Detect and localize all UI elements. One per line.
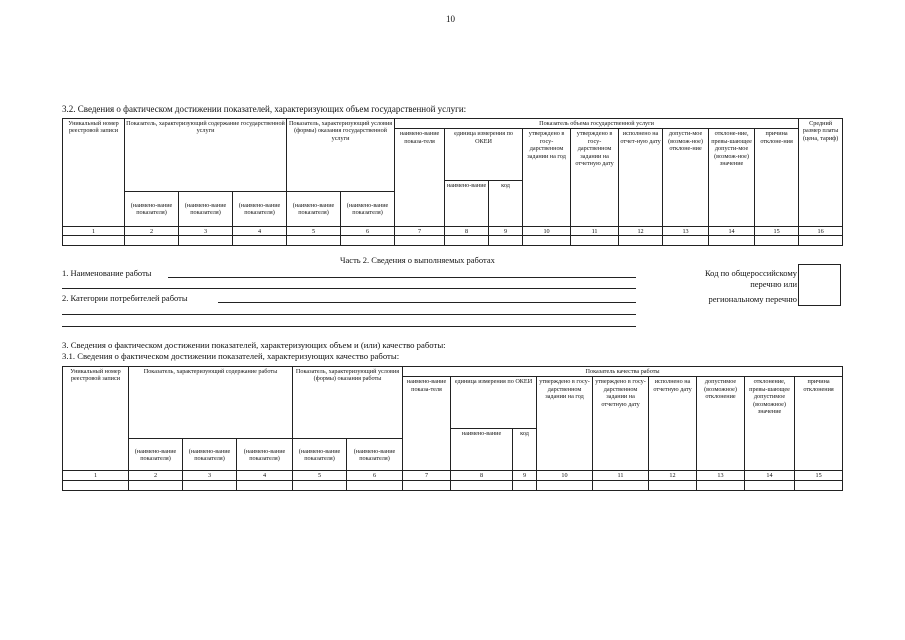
data-cell[interactable] [445, 236, 489, 246]
col-unit-okei: единица измерения по ОКЕИ [451, 377, 537, 429]
col-executed: исполнено на отчетную дату [649, 377, 697, 471]
service-volume-table [62, 118, 843, 246]
data-cell[interactable] [593, 481, 649, 491]
column-number: 1 [63, 227, 125, 236]
column-number: 9 [513, 471, 537, 481]
column-number: 7 [395, 227, 445, 236]
data-cell[interactable] [709, 236, 755, 246]
col-excess-deviation: отклонение, превы-шающее допустимое (возможное) значение [745, 377, 795, 471]
data-cell[interactable] [571, 236, 619, 246]
data-cell[interactable] [537, 481, 593, 491]
column-number: 1 [63, 471, 129, 481]
column-number: 12 [619, 227, 663, 236]
column-number: 14 [709, 227, 755, 236]
data-cell[interactable] [347, 481, 403, 491]
column-number: 13 [663, 227, 709, 236]
sub-indicator-name: (наимено-вание показателя) [347, 439, 403, 471]
code-label-line-1: Код по общероссийскому [704, 268, 797, 278]
col-indicator-name: наимено-вание показа-теля [395, 129, 445, 227]
data-cell[interactable] [395, 236, 445, 246]
column-number: 5 [287, 227, 341, 236]
data-cell[interactable] [451, 481, 513, 491]
col-approved-date: утверждено в госу-дарственном задании на отчетную дату [571, 129, 619, 227]
registry-code-box[interactable] [798, 264, 841, 306]
code-label-line-3: региональному перечню [708, 294, 797, 304]
section-3-2-heading: 3.2. Сведения о фактическом достижении показателей, характеризующих объем государственной услуги: [62, 104, 467, 114]
section-3-heading: 3. Сведения о фактическом достижении показателей, характеризующих объем и (или) качество работы: [62, 340, 446, 350]
sub-indicator-name: (наимено-вание показателя) [125, 192, 179, 227]
col-indicator-name: наимено-вание показа-теля [403, 377, 451, 471]
column-number: 2 [129, 471, 183, 481]
work-name-field-line-2[interactable] [62, 288, 636, 289]
column-number: 14 [745, 471, 795, 481]
data-cell[interactable] [233, 236, 287, 246]
col-executed: исполнено на отчет-ную дату [619, 129, 663, 227]
data-cell[interactable] [649, 481, 697, 491]
data-cell[interactable] [183, 481, 237, 491]
column-number: 15 [755, 227, 799, 236]
column-number: 13 [697, 471, 745, 481]
sub-indicator-name: (наимено-вание показателя) [233, 192, 287, 227]
sub-indicator-name: (наимено-вание показателя) [341, 192, 395, 227]
table-row [63, 481, 843, 491]
work-name-field[interactable] [168, 277, 636, 278]
column-number: 16 [799, 227, 843, 236]
categories-field-line-2[interactable] [62, 314, 636, 315]
column-number: 6 [341, 227, 395, 236]
table-row [63, 236, 843, 246]
col-excess-deviation: отклоне-ние, превы-шающее допусти-мое (возмож-ное) значение [709, 129, 755, 227]
data-cell[interactable] [341, 236, 395, 246]
section-3-1-heading: 3.1. Сведения о фактическом достижении показателей, характеризующих качество работы: [62, 351, 400, 361]
col-approved-date: утверждено в госу-дарственном задании на отчетную дату [593, 377, 649, 471]
page-number: 10 [446, 14, 455, 24]
column-number: 15 [795, 471, 843, 481]
col-approved-year: утверждено в госу-дарственном задании на год [523, 129, 571, 227]
col-deviation-reason: причина отклоне-ния [755, 129, 799, 227]
col-approved-year: утверждено в госу-дарственном задании на год [537, 377, 593, 471]
column-number: 9 [489, 227, 523, 236]
data-cell[interactable] [287, 236, 341, 246]
column-number: 11 [593, 471, 649, 481]
data-cell[interactable] [513, 481, 537, 491]
data-cell[interactable] [125, 236, 179, 246]
col-unique-number: Уникальный номер реестровой записи [63, 367, 129, 471]
data-cell[interactable] [523, 236, 571, 246]
column-number-row [63, 227, 843, 236]
sub-indicator-name: (наимено-вание показателя) [183, 439, 237, 471]
col-allowed-deviation: допустимое (возможное) отклонение [697, 377, 745, 471]
column-number-row [63, 471, 843, 481]
data-cell[interactable] [403, 481, 451, 491]
col-unit-okei: единица измерения по ОКЕИ [445, 129, 523, 181]
part-2-title: Часть 2. Сведения о выполняемых работах [340, 255, 495, 265]
categories-label: 2. Категории потребителей работы [62, 293, 188, 303]
sub-indicator-name: (наимено-вание показателя) [287, 192, 341, 227]
column-number: 8 [451, 471, 513, 481]
sub-indicator-name: (наимено-вание показателя) [129, 439, 183, 471]
column-number: 8 [445, 227, 489, 236]
data-cell[interactable] [237, 481, 293, 491]
data-cell[interactable] [795, 481, 843, 491]
work-quality-table [62, 366, 843, 491]
col-unit-code: код [489, 181, 523, 227]
data-cell[interactable] [663, 236, 709, 246]
column-number: 7 [403, 471, 451, 481]
data-cell[interactable] [293, 481, 347, 491]
col-average-price: Средний размер платы (цена, тариф) [799, 119, 843, 227]
sub-indicator-name: (наимено-вание показателя) [293, 439, 347, 471]
data-cell[interactable] [489, 236, 523, 246]
column-number: 11 [571, 227, 619, 236]
col-quality-indicator: Показатель качества работы [403, 367, 843, 377]
column-number: 10 [537, 471, 593, 481]
column-number: 4 [233, 227, 287, 236]
column-number: 10 [523, 227, 571, 236]
column-number: 2 [125, 227, 179, 236]
data-cell[interactable] [619, 236, 663, 246]
categories-field-line-3[interactable] [62, 326, 636, 327]
data-cell[interactable] [63, 236, 125, 246]
code-label-line-2: перечню или [750, 279, 797, 289]
col-unit-code: код [513, 429, 537, 471]
data-cell[interactable] [799, 236, 843, 246]
data-cell[interactable] [697, 481, 745, 491]
data-cell[interactable] [745, 481, 795, 491]
column-number: 12 [649, 471, 697, 481]
col-conditions-indicator: Показатель, характеризующий условия (формы) оказания государственной услуги [287, 119, 395, 192]
column-number: 5 [293, 471, 347, 481]
data-cell[interactable] [755, 236, 799, 246]
col-conditions-indicator: Показатель, характеризующий условия (формы) оказания работы [293, 367, 403, 439]
column-number: 3 [179, 227, 233, 236]
work-name-label: 1. Наименование работы [62, 268, 152, 278]
column-number: 4 [237, 471, 293, 481]
data-cell[interactable] [179, 236, 233, 246]
sub-indicator-name: (наимено-вание показателя) [237, 439, 293, 471]
column-number: 3 [183, 471, 237, 481]
col-volume-indicator: Показатель объема государственной услуги [395, 119, 799, 129]
categories-field[interactable] [218, 302, 636, 303]
col-unit-name: наимено-вание [451, 429, 513, 471]
col-content-indicator: Показатель, характеризующий содержание работы [129, 367, 293, 439]
col-content-indicator: Показатель, характеризующий содержание государственной услуги [125, 119, 287, 192]
sub-indicator-name: (наимено-вание показателя) [179, 192, 233, 227]
col-allowed-deviation: допусти-мое (возмож-ное) отклоне-ние [663, 129, 709, 227]
col-deviation-reason: причина отклонения [795, 377, 843, 471]
data-cell[interactable] [129, 481, 183, 491]
column-number: 6 [347, 471, 403, 481]
col-unique-number: Уникальный номер реестровой записи [63, 119, 125, 227]
col-unit-name: наимено-вание [445, 181, 489, 227]
data-cell[interactable] [63, 481, 129, 491]
